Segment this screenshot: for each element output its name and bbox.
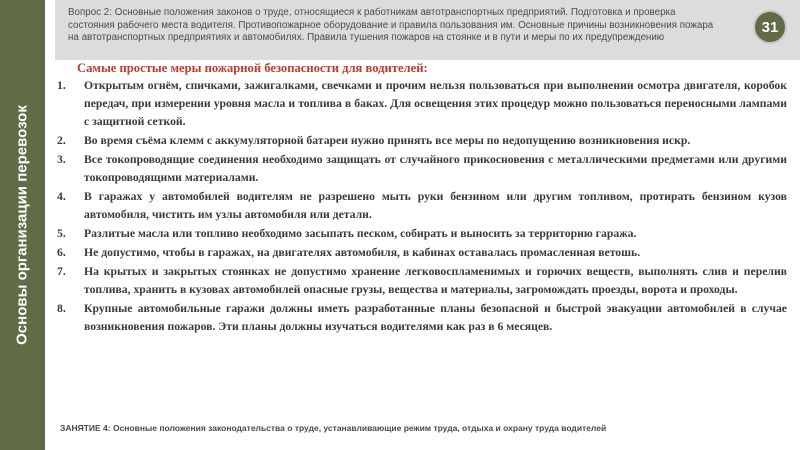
- item-number: 4.: [57, 190, 66, 203]
- item-number: 1.: [57, 79, 66, 92]
- list-item: [57, 244, 787, 262]
- item-text: Разлитые масла или топливо необходимо засыпать песком, собирать и выносить за территорию гаража.: [84, 227, 637, 240]
- item-number: 2.: [57, 134, 66, 147]
- sidebar: [0, 0, 45, 450]
- item-text: Открытым огнём, спичками, зажигалками, свечками и прочим нельзя пользоваться при выполнении осмотра двигателя, коробок передач, при измерении уровня масла и топлива в баках. Для освещения этих процедур можно пользоваться переносными лампами с защитной сеткой.: [84, 79, 787, 128]
- question-heading: Вопрос 2: Основные положения законов о труде, относящиеся к работникам автотранспортных предприятий. Подготовка и проверка состояния рабочего места водителя. Противопожарное оборудование и правила пользования им. Основные причины возникновения пожара на автотранспортных предприятиях и автомобилях. Правила тушения пожаров на стоянке и в пути и меры по их предупреждению: [68, 7, 714, 44]
- item-text: Не допустимо, чтобы в гаражах, на двигателях автомобиля, в кабинах оставалась промасленная ветошь.: [84, 246, 641, 259]
- list-item: [57, 77, 787, 131]
- item-text: На крытых и закрытых стоянках не допустимо хранение легковоспламенимых и горючих веществ, выполнять слив и перелив топлива, хранить в кузовах автомобилей опасные грузы, вещества и материалы, загромождать проезды, ворота и проходы.: [84, 265, 787, 296]
- list-item: [57, 151, 787, 187]
- item-text: Крупные автомобильные гаражи должны иметь разработанные планы безопасной и быстрой эвакуации автомобилей в случае возникновения пожаров. Эти планы должны изучаться водителями как раз в 6 месяцев.: [84, 302, 787, 333]
- footer-lesson-title: ЗАНЯТИЕ 4: Основные положения законодательства о труде, устанавливающие режим труда, отдыха и охрану труда водителей: [60, 423, 607, 433]
- section-subtitle: Самые простые меры пожарной безопасности для водителей:: [77, 61, 428, 75]
- list-item: [57, 300, 787, 336]
- list-item: [57, 132, 787, 150]
- rules-list: [57, 77, 787, 336]
- list-item: [57, 188, 787, 224]
- page-number-badge: 31: [753, 10, 787, 44]
- item-number: 6.: [57, 246, 66, 259]
- item-text: В гаражах у автомобилей водителям не разрешено мыть руки бензином или другим топливом, протирать бензином кузов автомобиля, чистить им узлы автомобиля или детали.: [84, 190, 787, 221]
- list-item: [57, 225, 787, 243]
- item-number: 5.: [57, 227, 66, 240]
- item-number: 7.: [57, 265, 66, 278]
- item-text: Во время съёма клемм с аккумуляторной батареи нужно принять все меры по недопущению возникновения искр.: [84, 134, 691, 147]
- list-item: [57, 263, 787, 299]
- sidebar-title: Основы организации перевозок: [13, 105, 31, 345]
- main-content: [57, 61, 787, 337]
- item-number: 8.: [57, 302, 66, 315]
- item-number: 3.: [57, 153, 66, 166]
- item-text: Все токопроводящие соединения необходимо защищать от случайного прикосновения с металлическими предметами или другими токопроводящими материалами.: [84, 153, 787, 184]
